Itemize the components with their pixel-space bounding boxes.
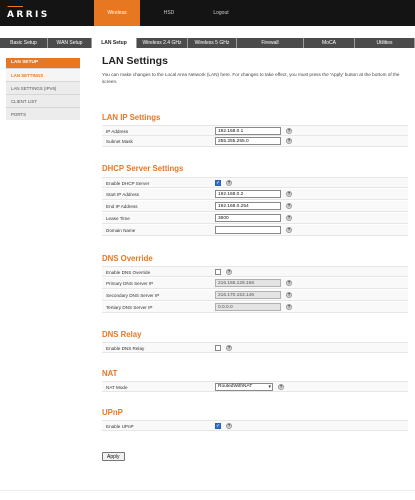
nav-wireless[interactable]: Wireless bbox=[94, 0, 140, 26]
enable-dns-relay-checkbox[interactable] bbox=[215, 345, 221, 351]
tertiary-dns-input[interactable] bbox=[215, 303, 281, 311]
help-icon[interactable]: ? bbox=[287, 304, 291, 309]
nav-hsd[interactable]: HSD bbox=[163, 10, 175, 16]
lease-time-input[interactable] bbox=[215, 214, 281, 222]
tab-wireless-24[interactable]: Wireless 2.4 GHz bbox=[137, 38, 187, 48]
tab-utilities[interactable]: Utilities bbox=[355, 38, 414, 48]
nat-mode-select[interactable]: RoutedWithNAT ▾ bbox=[215, 383, 273, 391]
row-tertiary-dns bbox=[102, 302, 408, 313]
sidebar-item-lan-settings-ipv6[interactable]: LAN SETTINGS (IPV6) bbox=[6, 81, 80, 94]
top-nav bbox=[94, 0, 250, 26]
domain-name-input[interactable] bbox=[215, 226, 281, 234]
enable-dhcp-label: Enable DHCP Server bbox=[106, 181, 150, 186]
top-header bbox=[0, 0, 415, 26]
help-icon[interactable]: ? bbox=[287, 128, 291, 133]
section-dns-relay-title: DNS Relay bbox=[102, 330, 142, 339]
section-nat-title: NAT bbox=[102, 369, 118, 378]
help-icon[interactable]: ? bbox=[279, 384, 283, 389]
row-subnet-mask bbox=[102, 136, 408, 147]
help-icon[interactable]: ? bbox=[227, 179, 231, 185]
row-enable-upnp bbox=[102, 420, 408, 431]
row-end-ip bbox=[102, 201, 408, 212]
end-ip-input[interactable] bbox=[215, 202, 281, 210]
primary-dns-label: Primary DNS Server IP bbox=[106, 281, 154, 286]
intro-text: You can make changes to the Local Area Network (LAN) here. For changes to take effect, you must press the 'Apply' button at the bottom of the screen. bbox=[102, 72, 400, 84]
secondary-dns-label: Secondary DNS Server IP bbox=[106, 293, 160, 298]
sidebar-heading: LAN SETUP bbox=[6, 58, 80, 68]
tab-lan-setup[interactable]: LAN Setup bbox=[92, 38, 136, 48]
row-enable-dns-relay bbox=[102, 342, 408, 353]
row-secondary-dns bbox=[102, 290, 408, 301]
main-content bbox=[102, 55, 410, 460]
section-dhcp-title: DHCP Server Settings bbox=[102, 164, 184, 173]
help-icon[interactable]: ? bbox=[287, 292, 291, 297]
lease-time-label: Lease Time bbox=[106, 216, 130, 221]
row-domain-name bbox=[102, 225, 408, 236]
help-icon[interactable]: ? bbox=[227, 268, 231, 274]
row-ip-address bbox=[102, 125, 408, 136]
page-title: LAN Settings bbox=[102, 55, 168, 67]
row-enable-dhcp bbox=[102, 177, 408, 188]
ip-address-input[interactable] bbox=[215, 127, 281, 135]
arris-logo[interactable] bbox=[7, 6, 65, 22]
tab-wan-setup[interactable]: WAN Setup bbox=[48, 38, 91, 48]
sidebar-item-client-list[interactable]: CLIENT LIST bbox=[6, 94, 80, 107]
row-enable-dns-override bbox=[102, 266, 408, 277]
help-icon[interactable]: ? bbox=[287, 227, 291, 232]
tab-firewall[interactable]: Firewall bbox=[237, 38, 303, 48]
ip-address-label: IP Address bbox=[106, 129, 129, 134]
enable-upnp-checkbox[interactable]: ✓ bbox=[216, 423, 221, 429]
subnet-mask-input[interactable] bbox=[215, 137, 281, 145]
nat-mode-label: NAT Mode bbox=[106, 385, 128, 390]
sidebar-item-ports[interactable]: PORTS bbox=[6, 107, 80, 120]
nav-logout[interactable]: Logout bbox=[213, 10, 229, 16]
section-upnp-title: UPnP bbox=[102, 408, 123, 417]
enable-upnp-label: Enable UPnP bbox=[106, 424, 134, 429]
enable-dns-relay-label: Enable DNS Relay bbox=[106, 346, 145, 351]
sidebar-item-lan-settings[interactable]: LAN SETTINGS bbox=[6, 68, 80, 81]
row-nat-mode bbox=[102, 381, 408, 392]
tab-bar bbox=[0, 38, 415, 48]
enable-dns-override-checkbox[interactable] bbox=[215, 269, 221, 275]
footer bbox=[0, 490, 415, 500]
help-icon[interactable]: ? bbox=[287, 215, 291, 220]
subnet-mask-label: Subnet Mask bbox=[106, 139, 133, 144]
start-ip-label: Start IP Address bbox=[106, 192, 140, 197]
sidebar bbox=[6, 58, 80, 120]
row-lease-time bbox=[102, 213, 408, 224]
help-icon[interactable]: ? bbox=[287, 203, 291, 208]
help-icon[interactable]: ? bbox=[227, 344, 231, 350]
tab-basic-setup[interactable]: Basic Setup bbox=[0, 38, 47, 48]
enable-dhcp-checkbox[interactable]: ✓ bbox=[216, 180, 221, 186]
start-ip-input[interactable] bbox=[215, 190, 281, 198]
primary-dns-input[interactable] bbox=[215, 279, 281, 287]
secondary-dns-input[interactable] bbox=[215, 291, 281, 299]
apply-button[interactable]: Apply bbox=[102, 452, 125, 461]
help-icon[interactable]: ? bbox=[287, 138, 291, 143]
domain-name-label: Domain Name bbox=[106, 228, 136, 233]
row-start-ip bbox=[102, 189, 408, 200]
help-icon[interactable]: ? bbox=[287, 280, 291, 285]
enable-dns-override-label: Enable DNS Override bbox=[106, 270, 151, 275]
tab-moca[interactable]: MoCA bbox=[304, 38, 354, 48]
tertiary-dns-label: Tertiary DNS Server IP bbox=[106, 305, 153, 310]
logo-text: ARRIS bbox=[7, 10, 50, 20]
help-icon[interactable]: ? bbox=[287, 191, 291, 196]
tab-wireless-5[interactable]: Wireless 5 GHz bbox=[188, 38, 236, 48]
section-lan-ip-title: LAN IP Settings bbox=[102, 113, 161, 122]
section-dns-override-title: DNS Override bbox=[102, 254, 153, 263]
row-primary-dns bbox=[102, 278, 408, 289]
help-icon[interactable]: ? bbox=[227, 422, 231, 428]
end-ip-label: End IP Address bbox=[106, 204, 138, 209]
